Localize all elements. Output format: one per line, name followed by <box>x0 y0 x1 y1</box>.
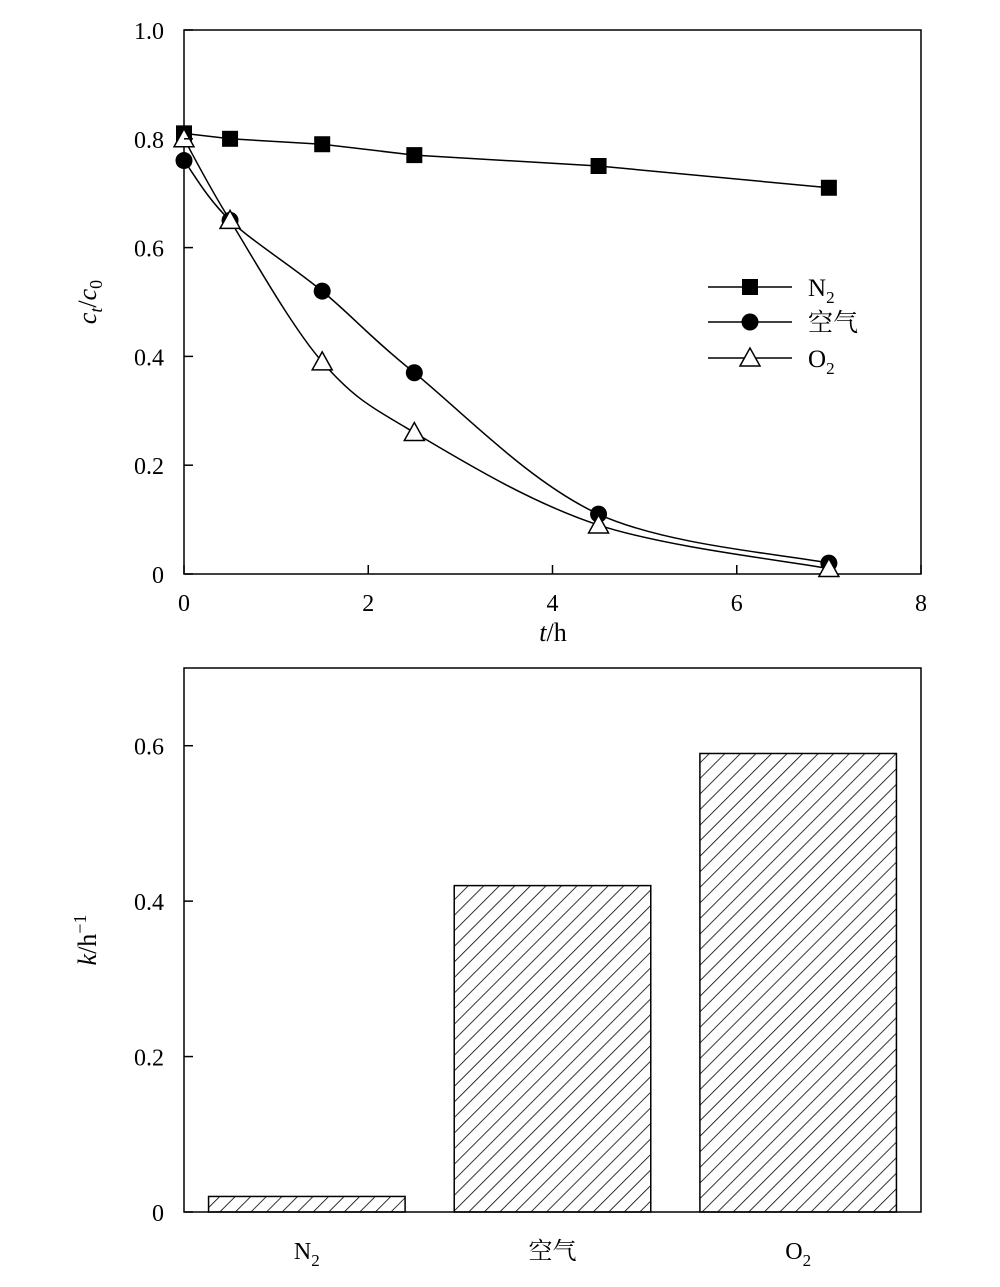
legend-label: $N_2$ <box>808 275 835 307</box>
bar-chart <box>70 668 921 1270</box>
line-chart-markers <box>174 125 839 576</box>
line-chart <box>73 19 927 647</box>
series-0-point <box>406 147 422 163</box>
series-0-point <box>591 158 607 174</box>
line-chart-y-tick-label: 0.2 <box>134 454 164 481</box>
bar-chart-category-label: $O_2$ <box>785 1239 812 1270</box>
bar-chart-y-tick-label: 0.6 <box>134 734 164 761</box>
line-chart-x-axis-title: t/h <box>539 618 567 647</box>
bar-chart-y-tick-label: 0.4 <box>134 890 164 917</box>
line-chart-x-tick-label: 8 <box>915 591 927 617</box>
series-1-point <box>176 152 193 169</box>
line-chart-x-tick-label: 2 <box>362 591 375 617</box>
bar-chart-y-tick-label: 0 <box>152 1201 164 1227</box>
line-chart-y-axis-title <box>73 280 106 324</box>
legend-marker <box>742 279 758 295</box>
series-line-2 <box>184 139 829 569</box>
legend-label: 空气 <box>808 310 859 337</box>
legend-item-0 <box>708 275 835 307</box>
bar-chart-category-label: 空气 <box>528 1239 577 1265</box>
line-chart-y-tick-label: 0 <box>152 563 164 589</box>
series-0-point <box>314 136 330 152</box>
legend-item-1 <box>708 309 858 337</box>
bar-1 <box>454 886 651 1212</box>
series-0-point <box>222 131 238 147</box>
svg-text:k/h−1: $k/h^{-1}$ <box>70 914 102 966</box>
line-chart-x-tick-label: 6 <box>730 591 743 617</box>
legend-label: $O_2$ <box>808 346 835 378</box>
bar-chart-y-axis-title <box>70 915 102 966</box>
line-chart-curves <box>184 133 829 568</box>
svg-text:ct/c0: $c_t/c_0$ <box>73 279 106 325</box>
series-line-1 <box>184 161 829 564</box>
line-chart-y-tick-label: 0.6 <box>134 236 164 263</box>
bar-chart-y-tick-label: 0.2 <box>134 1045 164 1072</box>
line-chart-y-tick-label: 0.8 <box>134 127 164 154</box>
legend-item-2 <box>708 346 835 378</box>
line-chart-x-tick-label: 0 <box>178 591 190 617</box>
bar-chart-category-label: $N_2$ <box>293 1239 320 1270</box>
series-0-point <box>821 180 837 196</box>
line-chart-plot-frame <box>184 30 921 574</box>
line-chart-y-tick-label: 0.4 <box>134 345 164 372</box>
line-chart-legend <box>708 275 858 378</box>
legend-marker <box>742 314 759 331</box>
line-chart-y-tick-label: 1.0 <box>134 19 164 45</box>
bar-2 <box>700 753 897 1212</box>
series-1-point <box>406 364 423 381</box>
series-2-point <box>404 423 424 441</box>
bar-chart-bars <box>209 753 897 1212</box>
legend-marker <box>740 348 760 366</box>
line-chart-x-tick-label: 4 <box>546 591 559 617</box>
series-1-point <box>314 283 331 300</box>
series-line-0 <box>184 133 829 187</box>
bar-0 <box>209 1196 406 1212</box>
